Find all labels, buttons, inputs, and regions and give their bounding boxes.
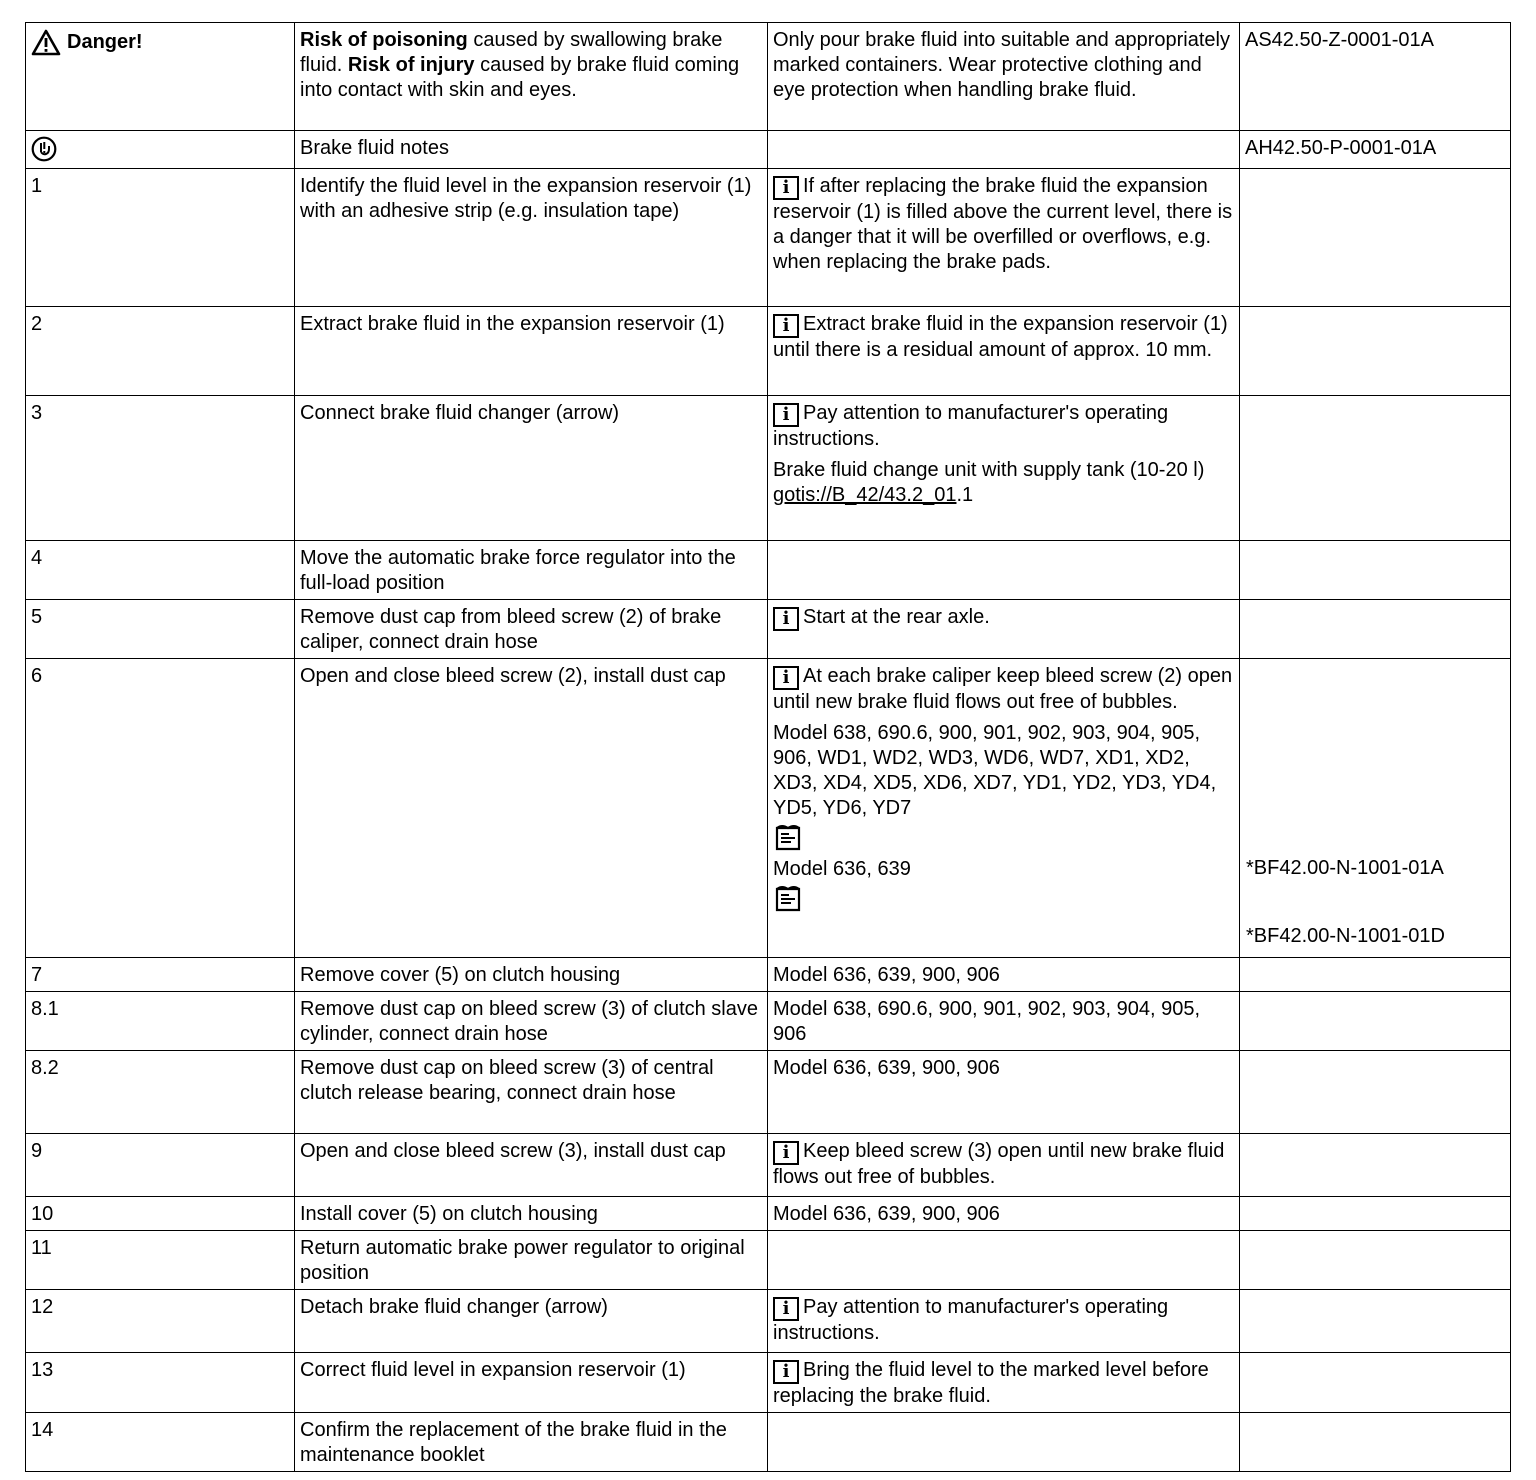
info-icon: i — [773, 607, 799, 631]
step-note: Model 638, 690.6, 900, 901, 902, 903, 904, 905, 906 — [768, 992, 1240, 1051]
table-row — [26, 659, 1511, 958]
step-instruction: Open and close bleed screw (3), install dust cap — [295, 1134, 768, 1197]
info-icon: i — [773, 666, 799, 690]
info-icon: i — [773, 176, 799, 200]
step-number: 3 — [26, 396, 295, 541]
step-number: 4 — [26, 541, 295, 600]
table-row — [26, 958, 1511, 992]
step-instruction: Confirm the replacement of the brake fluid in the maintenance booklet — [295, 1413, 768, 1472]
step-note — [768, 1290, 1240, 1353]
step-number: 8.1 — [26, 992, 295, 1051]
step-number: 11 — [26, 1231, 295, 1290]
reference-code: AH42.50-P-0001-01A — [1245, 137, 1437, 159]
reference-code: AS42.50-Z-0001-01A — [1245, 29, 1435, 51]
documentation-book-icon[interactable] — [773, 884, 803, 912]
model-list: Model 638, 690.6, 900, 901, 902, 903, 904, 905, 906, WD1, WD2, WD3, WD6, WD7, XD1, XD2, XD3, XD4, XD5, XD6, XD7, YD1, YD2, YD3, YD4, YD5, YD6, YD7 — [773, 722, 1217, 819]
danger-ref — [1240, 23, 1511, 131]
procedure-table — [25, 22, 1511, 1472]
info-text: Pay attention to manufacturer's operating instructions. — [773, 402, 1169, 450]
notes-ref — [1240, 131, 1511, 169]
step-number: 1 — [26, 169, 295, 307]
info-text: Pay attention to manufacturer's operating instructions. — [773, 1296, 1169, 1344]
step-ref — [1240, 600, 1511, 659]
step-ref — [1240, 1051, 1511, 1134]
step-number: 2 — [26, 307, 295, 396]
step-number: 5 — [26, 600, 295, 659]
step-ref — [1240, 541, 1511, 600]
step-ref — [1240, 958, 1511, 992]
notes-icon-cell — [26, 131, 295, 169]
table-row — [26, 307, 1511, 396]
info-text: Extract brake fluid in the expansion reservoir (1) until there is a residual amount of approx. 10 mm. — [773, 313, 1228, 361]
table-row-danger — [26, 23, 1511, 131]
info-text: Keep bleed screw (3) open until new brake fluid flows out free of bubbles. — [773, 1140, 1225, 1188]
risk-poisoning-label: Risk of poisoning — [300, 29, 468, 51]
danger-text-1: caused by swallowing brake fluid. — [300, 29, 723, 76]
step-ref — [1240, 1197, 1511, 1231]
risk-injury-label: Risk of injury — [347, 54, 475, 76]
step-ref — [1240, 1290, 1511, 1353]
info-text: Bring the fluid level to the marked level before replacing the brake fluid. — [773, 1359, 1209, 1407]
danger-note: Only pour brake fluid into suitable and appropriately marked containers. Wear protective clothing and eye protection when handling brake fluid. — [768, 23, 1240, 131]
notes-instruction: Brake fluid notes — [295, 131, 768, 169]
step-ref — [1240, 659, 1511, 958]
step-instruction: Extract brake fluid in the expansion reservoir (1) — [295, 307, 768, 396]
table-row-notes — [26, 131, 1511, 169]
info-text: At each brake caliper keep bleed screw (2) open until new brake fluid flows out free of bubbles. — [773, 665, 1233, 713]
step-ref — [1240, 169, 1511, 307]
step-note: Model 636, 639, 900, 906 — [768, 1197, 1240, 1231]
table-row — [26, 541, 1511, 600]
table-row — [26, 600, 1511, 659]
notes-note — [768, 131, 1240, 169]
step-note — [768, 1353, 1240, 1413]
info-icon: i — [773, 1141, 799, 1165]
table-row — [26, 396, 1511, 541]
danger-text-2: caused by brake fluid coming into contact with skin and eyes. — [300, 54, 740, 101]
table-row — [26, 992, 1511, 1051]
step-number: 6 — [26, 659, 295, 958]
step-note — [768, 396, 1240, 541]
table-row — [26, 1231, 1511, 1290]
step-ref — [1240, 1353, 1511, 1413]
step-note — [768, 1134, 1240, 1197]
step-instruction: Open and close bleed screw (2), install dust cap — [295, 659, 768, 958]
documentation-book-icon[interactable] — [773, 823, 803, 851]
info-icon: i — [773, 1297, 799, 1321]
danger-cell — [26, 23, 295, 131]
step-instruction: Return automatic brake power regulator to original position — [295, 1231, 768, 1290]
step-note — [768, 1231, 1240, 1290]
warning-triangle-icon — [31, 29, 61, 56]
table-row — [26, 169, 1511, 307]
link-suffix: .1 — [956, 484, 974, 506]
reference-code[interactable]: *BF42.00-N-1001-01D — [1246, 925, 1445, 947]
step-note: Model 636, 639, 900, 906 — [768, 1051, 1240, 1134]
step-number: 13 — [26, 1353, 295, 1413]
info-text: If after replacing the brake fluid the expansion reservoir (1) is filled above the current level, there is a danger that it will be overfilled or overflows, e.g. when replacing the brake pads. — [773, 175, 1233, 273]
step-note — [768, 659, 1240, 958]
step-note — [768, 600, 1240, 659]
model-list: Model 636, 639 — [773, 858, 911, 880]
step-number: 12 — [26, 1290, 295, 1353]
step-instruction: Identify the fluid level in the expansion reservoir (1) with an adhesive strip (e.g. insulation tape) — [295, 169, 768, 307]
table-row — [26, 1290, 1511, 1353]
step-instruction: Remove cover (5) on clutch housing — [295, 958, 768, 992]
step-ref — [1240, 1134, 1511, 1197]
table-row — [26, 1413, 1511, 1472]
gotis-link[interactable]: gotis://B_42/43.2_01 — [773, 484, 957, 506]
danger-label: Danger! — [67, 31, 143, 53]
step-note — [768, 1413, 1240, 1472]
step-instruction: Install cover (5) on clutch housing — [295, 1197, 768, 1231]
step-ref — [1240, 1413, 1511, 1472]
info-icon: i — [773, 1360, 799, 1384]
step-ref — [1240, 1231, 1511, 1290]
equipment-text: Brake fluid change unit with supply tank (10-20 l) — [773, 459, 1205, 481]
step-note — [768, 169, 1240, 307]
step-ref — [1240, 992, 1511, 1051]
step-instruction: Detach brake fluid changer (arrow) — [295, 1290, 768, 1353]
step-instruction: Correct fluid level in expansion reservoir (1) — [295, 1353, 768, 1413]
step-ref — [1240, 396, 1511, 541]
step-number: 14 — [26, 1413, 295, 1472]
table-row — [26, 1197, 1511, 1231]
info-text: Start at the rear axle. — [803, 606, 990, 628]
step-instruction: Remove dust cap on bleed screw (3) of clutch slave cylinder, connect drain hose — [295, 992, 768, 1051]
step-note — [768, 307, 1240, 396]
step-note — [768, 541, 1240, 600]
step-note: Model 636, 639, 900, 906 — [768, 958, 1240, 992]
danger-instruction — [295, 23, 768, 131]
step-number: 8.2 — [26, 1051, 295, 1134]
step-number: 7 — [26, 958, 295, 992]
table-row — [26, 1134, 1511, 1197]
table-row — [26, 1051, 1511, 1134]
step-instruction: Connect brake fluid changer (arrow) — [295, 396, 768, 541]
step-instruction: Move the automatic brake force regulator into the full-load position — [295, 541, 768, 600]
info-icon: i — [773, 314, 799, 338]
notes-hand-icon — [31, 136, 57, 162]
step-instruction: Remove dust cap from bleed screw (2) of brake caliper, connect drain hose — [295, 600, 768, 659]
step-number: 10 — [26, 1197, 295, 1231]
info-icon: i — [773, 403, 799, 427]
step-instruction: Remove dust cap on bleed screw (3) of central clutch release bearing, connect drain hose — [295, 1051, 768, 1134]
step-number: 9 — [26, 1134, 295, 1197]
step-ref — [1240, 307, 1511, 396]
reference-code[interactable]: *BF42.00-N-1001-01A — [1246, 857, 1444, 879]
table-row — [26, 1353, 1511, 1413]
